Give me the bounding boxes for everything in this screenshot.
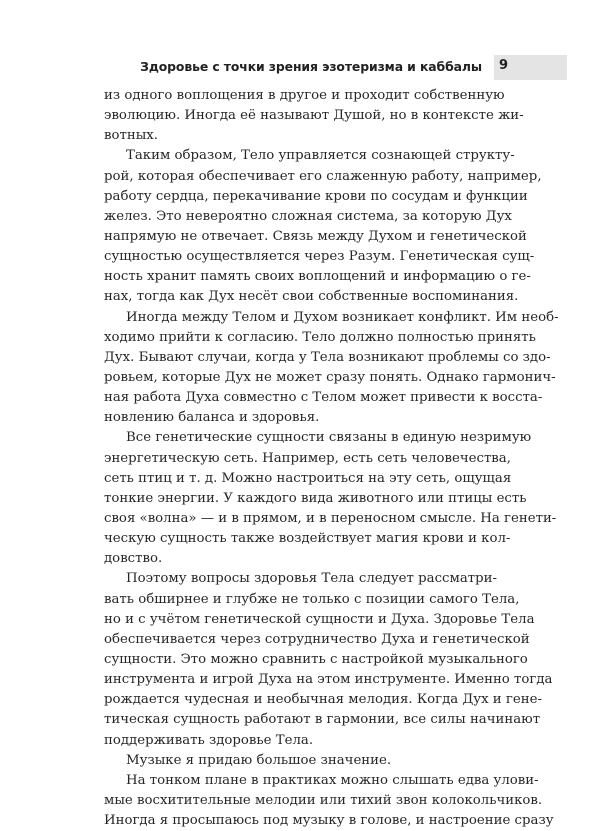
text-line: На тонком плане в практиках можно слышать едва улови- [126,772,539,788]
text-line: эволюцию. Иногда её называют Душой, но в контексте жи- [104,108,524,124]
text-line: сущностью осуществляется через Разум. Генетическая сущ- [104,249,535,265]
text-line: напрямую не отвечает. Связь между Духом и генетической [104,228,527,244]
text-line: желез. Это невероятно сложная система, за которую Дух [104,208,512,224]
text-line: нах, тогда как Дух несёт свои собственные воспоминания. [104,289,519,305]
running-header [0,55,567,80]
text-line: работу сердца, перекачивание крови по сосудам и функции [104,188,528,204]
text-line: но и с учётом генетической сущности и Духа. Здоровье Тела [104,611,535,627]
text-line: своя «волна» — и в прямом, и в переносном смысле. На генети- [104,510,557,526]
text-line: новлению баланса и здоровья. [104,410,320,426]
text-line: вотных. [104,128,159,144]
text-line: Таким образом, Тело управляется сознающей структу- [126,148,515,164]
text-line: ность хранит память своих воплощений и информацию о ге- [104,269,531,285]
body-text [104,86,559,831]
text-line: вать обширнее и глубже не только с позиции самого Тела, [104,591,520,607]
text-line: энергетическую сеть. Например, есть сеть человечества, [104,450,511,466]
text-line: рой, которая обеспечивает его слаженную работу, например, [104,168,542,184]
text-line: ческую сущность также воздействует магия крови и кол- [104,531,511,547]
text-line: мые восхитительные мелодии или тихий звон колокольчиков. [104,792,543,808]
text-line: тическая сущность работают в гармонии, все силы начинают [104,712,541,728]
text-line: Поэтому вопросы здоровья Тела следует рассматри- [126,571,497,587]
text-line: сущности. Это можно сравнить с настройкой музыкального [104,651,528,667]
text-line: рождается чудесная и необычная мелодия. Когда Дух и гене- [104,692,542,708]
running-header-title: Здоровье с точки зрения эзотеризма и каббалы [140,59,482,74]
text-line: Иногда между Телом и Духом возникает конфликт. Им необ- [126,309,559,325]
text-line: тонкие энергии. У каждого вида животного или птицы есть [104,490,527,506]
text-line: обеспечивается через сотрудничество Духа и генетической [104,631,530,647]
text-line: Все генетические сущности связаны в единую незримую [126,430,532,446]
text-line: ровьем, которые Дух не может сразу понять. Однако гармонич- [104,369,556,385]
text-line: ная работа Духа совместно с Телом может привести к восста- [104,390,543,406]
text-line: Дух. Бывают случаи, когда у Тела возникают проблемы со здо- [104,349,551,365]
text-line: довство. [104,551,163,567]
text-line: Иногда я просыпаюсь под музыку в голове, и настроение сразу [104,813,554,829]
text-line: инструмента и игрой Духа на этом инструменте. Именно тогда [104,672,553,688]
page-number-box [494,55,567,80]
text-line: поддерживать здоровье Тела. [104,732,314,748]
text-line: Музыке я придаю большое значение. [126,752,392,768]
page-number: 9 [499,58,509,73]
text-line: ходимо прийти к согласию. Тело должно полностью принять [104,329,536,345]
text-line: сеть птиц и т. д. Можно настроиться на эту сеть, ощущая [104,470,512,486]
text-line: из одного воплощения в другое и проходит собственную [104,88,505,103]
